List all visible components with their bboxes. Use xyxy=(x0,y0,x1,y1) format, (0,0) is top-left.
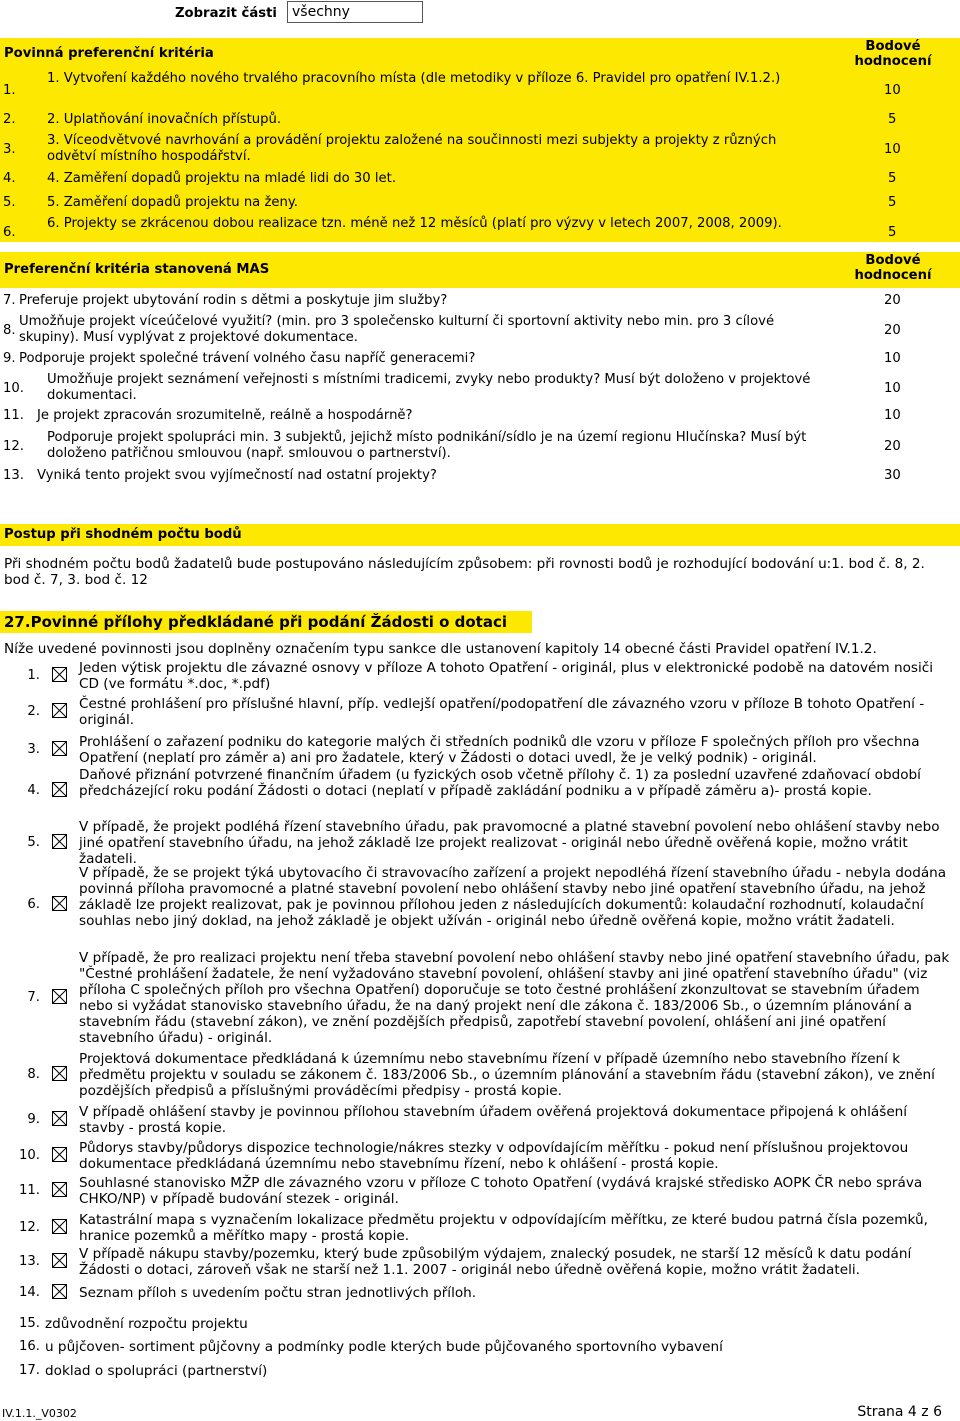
attachment-item xyxy=(0,865,960,945)
attachment-item xyxy=(0,1316,960,1332)
mandatory-score-header: Bodové hodnocení xyxy=(854,39,932,69)
attachment-text: V případě ohlášení stavby je povinnou přílohou stavebním úřadem ověřená projektová dokumentace připojená k ohlášení stavby - prostá kopie. xyxy=(79,1104,908,1136)
attachment-text: Jeden výtisk projektu dle závazné osnovy v příloze A tohoto Opatření - originál, plus v elektronické podobě na datovém nosiči CD (ve formátu *.doc, *.pdf) xyxy=(79,660,934,692)
attachment-item xyxy=(0,950,960,1046)
attachment-text: Seznam příloh s uvedením počtu stran jednotlivých příloh. xyxy=(79,1285,477,1301)
attachment-text: doklad o spolupráci (partnerství) xyxy=(45,1363,268,1379)
checkbox-cross-icon xyxy=(53,1254,66,1267)
row-text: Podporuje projekt spolupráci min. 3 subjektů, jejichž místo podnikání/sídlo je na území regionu Hlučínska? Musí být doloženo patřičnou smlouvou (např. smlouvou o partnerství). xyxy=(47,430,807,461)
attachment-text: V případě, že se projekt týká ubytovacího či stravovacího zařízení a projekt nepodléhá řízení stavebního úřadu - nebyla dodána povinná příloha pravomocné a platné stavební povolení nebo ohlášení stavby nebo jiné opatření stavebního úřadu, na jehož základě lze projekt realizovat, pak je povinnou přílohou jeden z následujících dokumentů: kolaudační rozhodnutí, kolaudační souhlas nebo jiný doklad, na jehož základě je objekt užíván - originál nebo úředně ověřená kopie, možno vrátit žadateli. xyxy=(79,865,947,929)
attachment-number: 8. xyxy=(27,1067,40,1082)
attachment-text: V případě, že pro realizaci projektu není třeba stavební povolení nebo ohlášení stavby nebo jiné opatření stavebního úřadu, pak "Čestné prohlášení žadatele, že není vyžadováno stavební povolení, ohlášení stavby ani jiné opatření stavebního úřadu" (viz příloha C společných příloh pro všechna Opatření) doporučuje se toto čestné prohlášení zkonzultovat se stavebním úřadem nebo si vyžádat stanovisko stavebního úřadu, že na daný projekt není dle zákona č. 183/2006 Sb., o územním plánování a stavebním řádu (stavební zákon), ve znění pozdějších předpisů, zapotřebí stavební povolení, ohlášení ani jiné opatření stavebního úřadu) - originál. xyxy=(79,950,950,1046)
attachment-number: 1. xyxy=(27,668,40,683)
attachment-item xyxy=(0,1212,960,1244)
attachment-text: Prohlášení o zařazení podniku do kategorie malých či středních podniků dle vzoru v příloze F společných příloh pro všechna Opatření (neplatí pro záměr a) ani pro žadatele, který v Žádosti o dotaci uvedl, že je velký podnik) - originál. xyxy=(79,734,920,766)
row-text: Preferuje projekt ubytování rodin s dětmi a poskytuje jim služby? xyxy=(19,293,448,308)
attachment-number: 3. xyxy=(27,742,40,757)
checkbox-cross-icon xyxy=(53,1067,66,1080)
attachment-text: u půjčoven- sortiment půjčovny a podmínky podle kterých bude půjčovaného sportovního vybavení xyxy=(45,1339,723,1355)
attachment-number: 6. xyxy=(27,897,40,912)
mandatory-rows xyxy=(0,70,960,242)
attachment-number: 7. xyxy=(27,990,40,1005)
row-number: 3. xyxy=(3,142,16,157)
checkbox-cross-icon xyxy=(53,1220,66,1233)
attachments-title: Povinné přílohy předkládané při podání Žádosti o dotaci xyxy=(30,613,508,631)
filter-select[interactable]: všechny xyxy=(287,1,423,23)
checkbox-cross-icon xyxy=(53,1285,66,1298)
attachment-text: Daňové přiznání potvrzené finančním úřadem (u fyzických osob včetně přílohy č. 1) za poslední uzavřené zdaňovací období předcházející roku podání Žádosti o dotaci (neplatí v případě zakládání podniku a v případě záměru a)- prostá kopie. xyxy=(79,767,921,799)
row-number: 4. xyxy=(3,171,16,186)
attachments-intro: Níže uvedené povinnosti jsou doplněny označením typu sankce dle ustanovení kapitoly 14 obecné části Pravidel opatření IV.1.2. xyxy=(4,641,877,657)
attachment-item xyxy=(0,767,960,815)
attachment-number: 14. xyxy=(19,1285,40,1300)
row-text: 3. Víceodvětvové navrhování a provádění projektu založené na součinnosti mezi subjekty a projekty z různých odvětví místního hospodářství. xyxy=(47,133,777,164)
mas-header xyxy=(0,252,960,288)
mas-rows xyxy=(0,291,960,487)
tie-text: Při shodném počtu bodů žadatelů bude postupováno následujícím způsobem: při rovnosti bodů je rozhodující bodování u:1. bod č. 8, 2. bod č. 7, 3. bod č. 12 xyxy=(4,556,925,588)
attachment-number: 9. xyxy=(27,1112,40,1127)
row-text: 6. Projekty se zkrácenou dobou realizace tzn. méně než 12 měsíců (platí pro výzvy v letech 2007, 2008, 2009). xyxy=(47,216,782,231)
row-text: 1. Vytvoření každého nového trvalého pracovního místa (dle metodiky v příloze 6. Pravidel pro opatření IV.1.2.) xyxy=(47,71,781,86)
mas-score-header: Bodové hodnocení xyxy=(854,253,932,283)
checkbox-cross-icon xyxy=(53,835,66,848)
row-score: 5 xyxy=(888,225,897,240)
row-score: 5 xyxy=(888,112,897,127)
attachment-checkbox[interactable] xyxy=(52,1219,67,1234)
attachment-checkbox[interactable] xyxy=(52,989,67,1004)
attachment-text: Projektová dokumentace předkládaná k územnímu nebo stavebnímu řízení v případě územního nebo stavebního řízení k předmětu projektu v souladu se zákonem č. 183/2006 Sb., o územním plánování a stavebním řádu (stavební zákon), ve znění pozdějších předpisů a příslušnými prováděcími předpisy - prostá kopie. xyxy=(79,1051,935,1099)
attachment-item xyxy=(0,1285,960,1301)
attachment-checkbox[interactable] xyxy=(52,741,67,756)
checkbox-cross-icon xyxy=(53,1183,66,1196)
attachment-item xyxy=(0,734,960,766)
row-number: 13. xyxy=(3,468,24,483)
row-score: 5 xyxy=(888,195,897,210)
attachment-checkbox[interactable] xyxy=(52,834,67,849)
attachment-text: Katastrální mapa s vyznačením lokalizace předmětu projektu v odpovídajícím měřítku, ze které budou patrná čísla pozemků, hranice pozemků a měřítko mapy - prostá kopie. xyxy=(79,1212,928,1244)
row-score: 10 xyxy=(884,381,901,396)
attachment-item xyxy=(0,696,960,728)
row-score: 20 xyxy=(884,439,901,454)
row-text: Podporuje projekt společné trávení volného času napříč generacemi? xyxy=(19,351,476,366)
row-number: 12. xyxy=(3,439,24,454)
footer-page: Strana 4 z 6 xyxy=(857,1404,942,1420)
attachments-header xyxy=(0,611,532,633)
row-text: Je projekt zpracován srozumitelně, reálně a hospodárně? xyxy=(37,408,413,423)
checkbox-cross-icon xyxy=(53,783,66,796)
row-number: 8. xyxy=(3,323,16,338)
attachment-checkbox[interactable] xyxy=(52,1182,67,1197)
attachment-text: V případě nákupu stavby/pozemku, který bude způsobilým výdajem, znalecký posudek, ne starší 12 měsíců k datu podání Žádosti o dotaci, zároveň však ne starší než 1.1. 2007 - originál nebo úředně ověřená kopie, možno vrátit žadateli. xyxy=(79,1246,912,1278)
row-text: 4. Zaměření dopadů projektu na mladé lidi do 30 let. xyxy=(47,171,397,186)
row-text: 5. Zaměření dopadů projektu na ženy. xyxy=(47,195,298,210)
row-number: 6. xyxy=(3,225,16,240)
tie-title: Postup při shodném počtu bodů xyxy=(0,524,960,546)
attachment-text: V případě, že projekt podléhá řízení stavebního úřadu, pak pravomocné a platné stavební povolení nebo ohlášení stavby nebo jiné opatření stavebního úřadu, na jehož základě lze projekt realizovat - originál nebo úředně ověřená kopie, možno vrátit žadateli. xyxy=(79,819,940,867)
row-text: 2. Uplatňování inovačních přístupů. xyxy=(47,112,282,127)
checkbox-cross-icon xyxy=(53,990,66,1003)
attachment-item xyxy=(0,1246,960,1278)
attachment-number: 11. xyxy=(19,1183,40,1198)
attachment-number: 2. xyxy=(27,704,40,719)
attachment-number: 12. xyxy=(19,1220,40,1235)
attachments-number: 27. xyxy=(4,613,31,631)
attachment-checkbox[interactable] xyxy=(52,782,67,797)
attachment-text: Půdorys stavby/půdorys dispozice technologie/nákres stezky v odpovídajícím měřítku - pokud není příslušnou projektovou dokumentace předkládaná územnímu nebo stavebnímu řízení, nebo k ohlášení - prostá kopie. xyxy=(79,1140,909,1172)
row-score: 10 xyxy=(884,142,901,157)
row-number: 11. xyxy=(3,408,24,423)
row-text: Umožňuje projekt víceúčelové využití? (min. pro 3 společensko kulturní či sportovní aktivity nebo min. pro 3 cílové skupiny). Musí vyplývat z projektové dokumentace. xyxy=(19,314,775,345)
filter-label: Zobrazit části xyxy=(175,6,277,21)
attachment-checkbox[interactable] xyxy=(52,667,67,682)
attachment-number: 16. xyxy=(19,1339,40,1354)
attachment-checkbox[interactable] xyxy=(52,1253,67,1268)
attachment-checkbox[interactable] xyxy=(52,703,67,718)
row-number: 1. xyxy=(3,83,16,98)
attachment-item xyxy=(0,660,960,692)
attachment-text: zdůvodnění rozpočtu projektu xyxy=(45,1316,248,1332)
checkbox-cross-icon xyxy=(53,668,66,681)
mas-title: Preferenční kritéria stanovená MAS xyxy=(4,262,270,277)
mandatory-header xyxy=(0,38,960,70)
row-number: 2. xyxy=(3,112,16,127)
attachment-item xyxy=(0,1051,960,1099)
checkbox-cross-icon xyxy=(53,1148,66,1161)
row-text: Vyniká tento projekt svou vyjímečností nad ostatní projekty? xyxy=(37,468,437,483)
attachment-item xyxy=(0,1104,960,1136)
attachment-text: Souhlasné stanovisko MŽP dle závazného vzoru v příloze C tohoto Opatření (vydává krajské středisko AOPK ČR nebo správa CHKO/NP) v případě budování stezek - originál. xyxy=(79,1175,923,1207)
attachment-checkbox[interactable] xyxy=(52,1284,67,1299)
attachment-checkbox[interactable] xyxy=(52,896,67,911)
row-number: 10. xyxy=(3,381,24,396)
attachment-checkbox[interactable] xyxy=(52,1066,67,1081)
row-score: 10 xyxy=(884,83,901,98)
attachment-checkbox[interactable] xyxy=(52,1111,67,1126)
attachment-item xyxy=(0,1140,960,1172)
footer-code: IV.1.1._V0302 xyxy=(2,1407,77,1420)
row-number: 5. xyxy=(3,195,16,210)
row-score: 30 xyxy=(884,468,901,483)
attachment-number: 4. xyxy=(27,783,40,798)
row-score: 10 xyxy=(884,408,901,423)
row-number: 7. xyxy=(3,293,16,308)
attachment-number: 17. xyxy=(19,1363,40,1378)
attachment-number: 13. xyxy=(19,1254,40,1269)
attachment-number: 5. xyxy=(27,835,40,850)
attachment-item xyxy=(0,1363,960,1379)
row-score: 20 xyxy=(884,293,901,308)
attachment-text: Čestné prohlášení pro příslušné hlavní, příp. vedlejší opatření/podopatření dle závazného vzoru v příloze B tohoto Opatření - originál. xyxy=(79,696,925,728)
row-score: 20 xyxy=(884,323,901,338)
attachment-number: 10. xyxy=(19,1148,40,1163)
mandatory-title: Povinná preferenční kritéria xyxy=(4,46,214,61)
checkbox-cross-icon xyxy=(53,1112,66,1125)
checkbox-cross-icon xyxy=(53,897,66,910)
row-number: 9. xyxy=(3,351,16,366)
attachment-checkbox[interactable] xyxy=(52,1147,67,1162)
row-score: 5 xyxy=(888,171,897,186)
attachment-item xyxy=(0,1339,960,1355)
attachment-item xyxy=(0,819,960,867)
attachment-item xyxy=(0,1175,960,1207)
row-text: Umožňuje projekt seznámení veřejnosti s místními tradicemi, zvyky nebo produkty? Musí být doloženo v projektové dokumentaci. xyxy=(47,372,811,403)
row-score: 10 xyxy=(884,351,901,366)
checkbox-cross-icon xyxy=(53,742,66,755)
attachment-number: 15. xyxy=(19,1316,40,1331)
checkbox-cross-icon xyxy=(53,704,66,717)
